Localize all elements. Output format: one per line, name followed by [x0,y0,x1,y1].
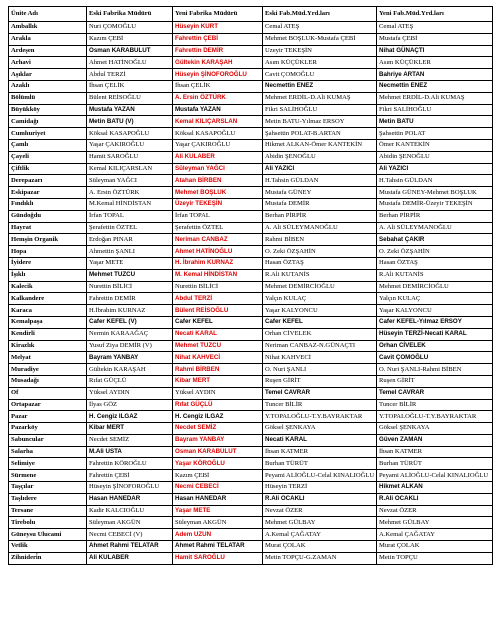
old-factory-manager-cell: Süleyman YAĞCI [87,175,173,187]
unit-name-cell: Pazar [9,411,87,423]
header-new-deputy-managers: Yeni Fab.Müd.Yrd.ları [377,7,493,22]
old-deputy-managers-cell: Ali YAZICI [263,163,377,175]
old-factory-manager-cell: Necdet SEMİZ [87,434,173,446]
new-deputy-managers-cell: Mustafa DEMİR-Üzeyir TEKEŞİN [377,198,493,210]
unit-name-cell: Muradiye [9,364,87,376]
header-old-factory-manager: Eski Fabrika Müdürü [87,7,173,22]
new-factory-manager-cell: Adem UZUN [173,529,263,541]
unit-name-cell: Azaklı [9,80,87,92]
unit-name-cell: Amballık [9,22,87,34]
new-deputy-managers-cell: Abidin ŞENOĞLU [377,151,493,163]
table-row [9,375,493,387]
new-deputy-managers-cell: Peyami ALİOĞLU-Celal KINALIOĞLU [377,470,493,482]
new-factory-manager-cell: Yaşar ÇAKIROĞLU [173,139,263,151]
old-factory-manager-cell: Fahrettin DEMİR [87,293,173,305]
old-factory-manager-cell: Kibar MERT [87,423,173,435]
new-factory-manager-cell: Rahmi BİRBEN [173,364,263,376]
unit-name-cell: Çiftlik [9,163,87,175]
old-factory-manager-cell: Abdul TERZİ [87,69,173,81]
unit-name-cell: Eskipazar [9,187,87,199]
new-factory-manager-cell: Necati KARAL [173,328,263,340]
unit-name-cell: Selimiye [9,458,87,470]
new-deputy-managers-cell: R.Ali OCAKLI [377,493,493,505]
old-deputy-managers-cell: Nevzat ÖZER [263,505,377,517]
table-row [9,128,493,140]
new-factory-manager-cell: Ahmet HATİNOĞLU [173,246,263,258]
old-deputy-managers-cell: Yalçın KULAÇ [263,293,377,305]
table-row [9,234,493,246]
new-deputy-managers-cell: Burhan TÜRÜT [377,458,493,470]
new-deputy-managers-cell: A. Ali SÜLEYMANOĞLU [377,222,493,234]
table-row [9,139,493,151]
old-factory-manager-cell: Ahmet Rahmi TELATAR [87,541,173,553]
old-factory-manager-cell: A. Ersin ÖZTÜRK [87,187,173,199]
table-row [9,552,493,564]
unit-name-cell: Sürmene [9,470,87,482]
new-deputy-managers-cell: Nihat GÜNAÇTI [377,45,493,57]
table-row [9,222,493,234]
old-deputy-managers-cell: O. Nuri ŞANLI [263,364,377,376]
unit-name-cell: Kirazlık [9,340,87,352]
unit-name-cell: Salarha [9,446,87,458]
new-deputy-managers-cell: Berhan PİRPİR [377,210,493,222]
old-deputy-managers-cell: Peyami ALİOĞLU-Celal KINALIOĞLU [263,470,377,482]
old-factory-manager-cell: Mustafa YAZAN [87,104,173,116]
new-deputy-managers-cell: Hasan ÖZTAŞ [377,257,493,269]
new-factory-manager-cell: İrfan TOPAL [173,210,263,222]
unit-name-cell: Sabuncular [9,434,87,446]
old-deputy-managers-cell: Asım KÜÇÜKLER [263,57,377,69]
new-deputy-managers-cell: Murat ÇOLAK [377,541,493,553]
header-old-deputy-managers: Eski Fab.Müd.Yrd.ları [263,7,377,22]
old-deputy-managers-cell: Necmettin ENEZ [263,80,377,92]
old-deputy-managers-cell: O. Zeki ÖZŞAHİN [263,246,377,258]
old-deputy-managers-cell: Berhan PİRPİR [263,210,377,222]
new-factory-manager-cell: Kemal KILIÇARSLAN [173,116,263,128]
old-factory-manager-cell: Necmi CEBECİ (V) [87,529,173,541]
old-deputy-managers-cell: Yaşar KALYONCU [263,305,377,317]
unit-name-cell: Cumhuriyet [9,128,87,140]
new-deputy-managers-cell: Şahsettin POLAT [377,128,493,140]
old-factory-manager-cell: M.Ali USTA [87,446,173,458]
new-deputy-managers-cell: Necmettin ENEZ [377,80,493,92]
header-new-factory-manager: Yeni Fabrika Müdürü [173,7,263,22]
new-factory-manager-cell: A. Ersin ÖZTÜRK [173,92,263,104]
unit-name-cell: Arakla [9,33,87,45]
new-factory-manager-cell: Hüseyin ŞİNOFOROĞLU [173,69,263,81]
new-factory-manager-cell: Mehmet BOŞLUK [173,187,263,199]
new-deputy-managers-cell: Güven ZAMAN [377,434,493,446]
new-deputy-managers-cell: Mustafa ÇEBİ [377,33,493,45]
appointments-table [8,6,493,565]
new-factory-manager-cell: Kazım ÇEBİ [173,470,263,482]
old-deputy-managers-cell: Hasan ÖZTAŞ [263,257,377,269]
table-row [9,269,493,281]
new-factory-manager-cell: Süleyman YAĞCI [173,163,263,175]
table-row [9,187,493,199]
new-factory-manager-cell: H. Cengiz ILGAZ [173,411,263,423]
old-factory-manager-cell: İhsan ÇELİK [87,80,173,92]
old-factory-manager-cell: M.Kemal HİNDİSTAN [87,198,173,210]
unit-name-cell: Gündoğdu [9,210,87,222]
old-factory-manager-cell: Nuri ÇOMOĞLU [87,22,173,34]
old-deputy-managers-cell: Burhan TÜRÜT [263,458,377,470]
old-factory-manager-cell: Fahrettin KÖROĞLU [87,458,173,470]
table-row [9,175,493,187]
new-deputy-managers-cell: Mehmet ERDİL-D.Ali KUMAŞ [377,92,493,104]
new-deputy-managers-cell: Tuncer BİLİR [377,399,493,411]
table-row [9,434,493,446]
old-factory-manager-cell: Bülent REİSOĞLU [87,92,173,104]
table-row [9,470,493,482]
unit-name-cell: Bölümlü [9,92,87,104]
old-factory-manager-cell: Şerafettin ÖZTEL [87,222,173,234]
new-deputy-managers-cell: İhsan KATMER [377,446,493,458]
new-deputy-managers-cell: Göksel ŞENKAYA [377,423,493,435]
unit-name-cell: Çamlı [9,139,87,151]
new-factory-manager-cell: Ahmet Rahmi TELATAR [173,541,263,553]
table-row [9,529,493,541]
old-factory-manager-cell: Bayram YANBAY [87,352,173,364]
table-row [9,22,493,34]
old-factory-manager-cell: Kadir KALCIOĞLU [87,505,173,517]
old-factory-manager-cell: Yaşar METE [87,257,173,269]
old-factory-manager-cell: Kazım ÇEBİ [87,33,173,45]
unit-name-cell: Kalkandere [9,293,87,305]
table-row [9,399,493,411]
old-factory-manager-cell: Ahmettin ŞANLI [87,246,173,258]
new-deputy-managers-cell: Temel CAVRAR [377,387,493,399]
old-factory-manager-cell: İlyas GÖZ [87,399,173,411]
table-row [9,281,493,293]
old-deputy-managers-cell: Cavit ÇOMOĞLU [263,69,377,81]
old-deputy-managers-cell: R.Ali KUTANİS [263,269,377,281]
old-deputy-managers-cell: A.Kemal ÇAĞATAY [263,529,377,541]
old-deputy-managers-cell: Uzeyir TEKEŞİN [263,45,377,57]
unit-name-cell: Ardeşen [9,45,87,57]
old-deputy-managers-cell: Mehmet GÜLBAY [263,517,377,529]
new-deputy-managers-cell: Ömer KANTEKİN [377,139,493,151]
new-deputy-managers-cell: Bahriye ARTAN [377,69,493,81]
unit-name-cell: Aşıklar [9,69,87,81]
new-factory-manager-cell: Yaşar KÖROĞLU [173,458,263,470]
new-deputy-managers-cell: Orhan CİVELEK [377,340,493,352]
table-row [9,293,493,305]
new-factory-manager-cell: Necdet SEMİZ [173,423,263,435]
unit-name-cell: Derepazarı [9,175,87,187]
old-factory-manager-cell: Hüseyin ŞİNOFOROĞLU [87,482,173,494]
new-deputy-managers-cell: Mehmet DEMİRCİOĞLU [377,281,493,293]
table-row [9,423,493,435]
new-deputy-managers-cell: Asım KÜÇÜKLER [377,57,493,69]
new-deputy-managers-cell: Ruşen GİRİT [377,375,493,387]
new-factory-manager-cell: İhsan ÇELİK [173,80,263,92]
new-deputy-managers-cell: Metin BATU [377,116,493,128]
new-deputy-managers-cell: Mehmet GÜLBAY [377,517,493,529]
new-factory-manager-cell: Gültekin KARAŞAH [173,57,263,69]
new-deputy-managers-cell: Mustafa GÜNEY-Mehmet BOŞLUK [377,187,493,199]
table-row [9,45,493,57]
table-row [9,104,493,116]
new-factory-manager-cell: Cafer KEFEL [173,316,263,328]
old-deputy-managers-cell: Mustafa DEMİR [263,198,377,210]
old-deputy-managers-cell: R.Ali OCAKLI [263,493,377,505]
unit-name-cell: Ortapazar [9,399,87,411]
old-deputy-managers-cell: Göksel ŞENKAYA [263,423,377,435]
old-deputy-managers-cell: Murat ÇOLAK [263,541,377,553]
old-factory-manager-cell: Fahrettin ÇEBİ [87,470,173,482]
new-factory-manager-cell: Şerafettin ÖZTEL [173,222,263,234]
unit-name-cell: Büyükköy [9,104,87,116]
table-row [9,92,493,104]
new-factory-manager-cell: Abdul TERZİ [173,293,263,305]
unit-name-cell: Melyat [9,352,87,364]
old-factory-manager-cell: Nurettin BİLİCİ [87,281,173,293]
old-factory-manager-cell: Yüksel AYDIN [87,387,173,399]
table-header-row [9,7,493,22]
new-factory-manager-cell: Bayram YANBAY [173,434,263,446]
new-factory-manager-cell: Neriman CANBAZ [173,234,263,246]
table-row [9,163,493,175]
old-deputy-managers-cell: Y.TOPALOĞLU-T.Y.BAYRAKTAR [263,411,377,423]
table-row [9,246,493,258]
old-factory-manager-cell: Rıfat GÜÇLÜ [87,375,173,387]
new-deputy-managers-cell: Fikri SALİHOĞLU [377,104,493,116]
old-deputy-managers-cell: Nihat KAHVECİ [263,352,377,364]
unit-name-cell: İyidere [9,257,87,269]
new-deputy-managers-cell: Cemal ATEŞ [377,22,493,34]
new-factory-manager-cell: Mehmet TUZCU [173,340,263,352]
new-factory-manager-cell: Yüksel AYDIN [173,387,263,399]
old-factory-manager-cell: Cafer KEFEL (V) [87,316,173,328]
new-deputy-managers-cell: H.Tahsin GÜLDAN [377,175,493,187]
old-factory-manager-cell: Ahmet HATİNOĞLU [87,57,173,69]
unit-name-cell: Tersane [9,505,87,517]
unit-name-cell: Zihnideri̇n [9,552,87,564]
unit-name-cell: Arhavi [9,57,87,69]
old-deputy-managers-cell: Mehmet ERDİL-D.Ali KUMAŞ [263,92,377,104]
old-deputy-managers-cell: Orhan CİVELEK [263,328,377,340]
unit-name-cell: Hemşin Organik [9,234,87,246]
table-row [9,541,493,553]
new-deputy-managers-cell: Metin TOPÇU [377,552,493,564]
table-row [9,493,493,505]
old-factory-manager-cell: H. Cengiz ILGAZ [87,411,173,423]
new-factory-manager-cell: Kibar MERT [173,375,263,387]
new-deputy-managers-cell: Yalçın KULAÇ [377,293,493,305]
table-row [9,364,493,376]
old-deputy-managers-cell: Fikri SALİHOĞLU [263,104,377,116]
unit-name-cell: Güneysu Ulucami [9,529,87,541]
table-body [9,22,493,565]
old-deputy-managers-cell: Neriman CANBAZ-N.GÜNAÇTI [263,340,377,352]
table-row [9,387,493,399]
old-factory-manager-cell: İrfan TOPAL [87,210,173,222]
old-factory-manager-cell: Mehmet TUZCU [87,269,173,281]
new-deputy-managers-cell: Cafer KEFEL-Yılmaz ERSOY [377,316,493,328]
old-deputy-managers-cell: H.Tahsin GÜLDAN [263,175,377,187]
table-row [9,116,493,128]
old-factory-manager-cell: Hasan HANEDAR [87,493,173,505]
old-deputy-managers-cell: Temel CAVRAR [263,387,377,399]
table-row [9,482,493,494]
old-factory-manager-cell: Süleyman AKGÜN [87,517,173,529]
unit-name-cell: Vetlik [9,541,87,553]
table-row [9,257,493,269]
old-deputy-managers-cell: Şahsettin POLAT-B.ARTAN [263,128,377,140]
new-factory-manager-cell: Hamit SAROĞLU [173,552,263,564]
new-deputy-managers-cell: Y.TOPALOĞLU-T.Y.BAYRAKTAR [377,411,493,423]
old-deputy-managers-cell: Necati KARAL [263,434,377,446]
old-deputy-managers-cell: Cafer KEFEL [263,316,377,328]
old-deputy-managers-cell: Hikmet ALKAN-Ömer KANTEKİN [263,139,377,151]
old-factory-manager-cell: Nermin KARAAĞAÇ [87,328,173,340]
new-deputy-managers-cell: O. Zeki ÖZŞAHİN [377,246,493,258]
new-factory-manager-cell: Süleyman AKGÜN [173,517,263,529]
old-factory-manager-cell: Osman KARABULUT [87,45,173,57]
new-deputy-managers-cell: Yaşar KALYONCU [377,305,493,317]
old-deputy-managers-cell: Mehmet DEMİRCİOĞLU [263,281,377,293]
unit-name-cell: Hayrat [9,222,87,234]
old-factory-manager-cell: Gültekin KARAŞAH [87,364,173,376]
old-deputy-managers-cell: Metin BATU-Yılmaz ERSOY [263,116,377,128]
table-row [9,505,493,517]
unit-name-cell: Pazarköy [9,423,87,435]
old-deputy-managers-cell: Abidin ŞENOĞLU [263,151,377,163]
new-deputy-managers-cell: Hikmet ALKAN [377,482,493,494]
new-factory-manager-cell: Nihat KAHVECİ [173,352,263,364]
old-factory-manager-cell: Ali KULABER [87,552,173,564]
table-row [9,80,493,92]
unit-name-cell: Fındıklı [9,198,87,210]
table-row [9,328,493,340]
new-deputy-managers-cell: R.Ali KUTANİS [377,269,493,281]
table-row [9,446,493,458]
old-factory-manager-cell: Erdoğan PINAR [87,234,173,246]
old-deputy-managers-cell: Ruşen GİRİT [263,375,377,387]
table-row [9,210,493,222]
new-deputy-managers-cell: A.Kemal ÇAĞATAY [377,529,493,541]
appointments-document [8,6,492,565]
new-deputy-managers-cell: Cavit ÇOMOĞLU [377,352,493,364]
unit-name-cell: Tirebolu [9,517,87,529]
table-row [9,352,493,364]
old-deputy-managers-cell: Metin TOPÇU-G.ZAMAN [263,552,377,564]
new-deputy-managers-cell: Sebahat ÇAKIR [377,234,493,246]
unit-name-cell: Kalecik [9,281,87,293]
new-factory-manager-cell: Nurettin BİLİCİ [173,281,263,293]
unit-name-cell: Çayeli [9,151,87,163]
old-deputy-managers-cell: Rahmi BİBEN [263,234,377,246]
old-factory-manager-cell: Köksal KASAPOĞLU [87,128,173,140]
old-factory-manager-cell: Hamit SAROĞLU [87,151,173,163]
new-factory-manager-cell: Ali KULABER [173,151,263,163]
table-row [9,517,493,529]
new-deputy-managers-cell: Ali YAZICI [377,163,493,175]
unit-name-cell: İşıklı [9,269,87,281]
unit-name-cell: Of [9,387,87,399]
table-row [9,340,493,352]
new-factory-manager-cell: Fahrettin ÇEBİ [173,33,263,45]
table-row [9,69,493,81]
new-factory-manager-cell: Mustafa YAZAN [173,104,263,116]
new-deputy-managers-cell: Nevzat ÖZER [377,505,493,517]
new-factory-manager-cell: M. Kemal HİNDİSTAN [173,269,263,281]
old-deputy-managers-cell: Mustafa GÜNEY [263,187,377,199]
old-deputy-managers-cell: Cemal ATEŞ [263,22,377,34]
table-row [9,33,493,45]
new-deputy-managers-cell: O. Nuri ŞANLI-Rahmi BİBEN [377,364,493,376]
table-row [9,305,493,317]
new-factory-manager-cell: Fahrettin DEMİR [173,45,263,57]
new-factory-manager-cell: Bülent REİSOĞLU [173,305,263,317]
unit-name-cell: Musadağı [9,375,87,387]
new-factory-manager-cell: Osman KARABULUT [173,446,263,458]
table-row [9,316,493,328]
new-factory-manager-cell: Hasan HANEDAR [173,493,263,505]
old-factory-manager-cell: Yusuf Ziya DEMİR (V) [87,340,173,352]
old-factory-manager-cell: Yaşar ÇAKIROĞLU [87,139,173,151]
header-unit-name: Ünite Adı [9,7,87,22]
new-factory-manager-cell: Atahan BİRBEN [173,175,263,187]
new-factory-manager-cell: Rıfat GÜÇLÜ [173,399,263,411]
table-row [9,198,493,210]
unit-name-cell: Karaca [9,305,87,317]
new-factory-manager-cell: H. İbrahim KURNAZ [173,257,263,269]
table-row [9,458,493,470]
old-deputy-managers-cell: İhsan KATMER [263,446,377,458]
old-deputy-managers-cell: Mehmet BOŞLUK-Mustafa ÇEBİ [263,33,377,45]
unit-name-cell: Kemalpaşa [9,316,87,328]
new-factory-manager-cell: Köksal KASAPOĞLU [173,128,263,140]
old-deputy-managers-cell: Tuncer BİLİR [263,399,377,411]
unit-name-cell: Camidağı [9,116,87,128]
new-factory-manager-cell: Yaşar METE [173,505,263,517]
new-factory-manager-cell: Necmi CEBECİ [173,482,263,494]
old-factory-manager-cell: Kemal KILIÇARSLAN [87,163,173,175]
old-factory-manager-cell: Metin BATU (V) [87,116,173,128]
unit-name-cell: Hopa [9,246,87,258]
table-row [9,411,493,423]
new-factory-manager-cell: Hüseyin KURT [173,22,263,34]
unit-name-cell: Kendirli [9,328,87,340]
table-row [9,151,493,163]
unit-name-cell: Taşçılar [9,482,87,494]
old-factory-manager-cell: H.İbrahim KURNAZ [87,305,173,317]
table-row [9,57,493,69]
new-deputy-managers-cell: Hüseyin TERZİ-Necati KARAL [377,328,493,340]
old-deputy-managers-cell: Hüseyin TERZİ [263,482,377,494]
unit-name-cell: Taşlıdere [9,493,87,505]
old-deputy-managers-cell: A. Ali SÜLEYMANOĞLU [263,222,377,234]
new-factory-manager-cell: Üzeyir TEKEŞİN [173,198,263,210]
